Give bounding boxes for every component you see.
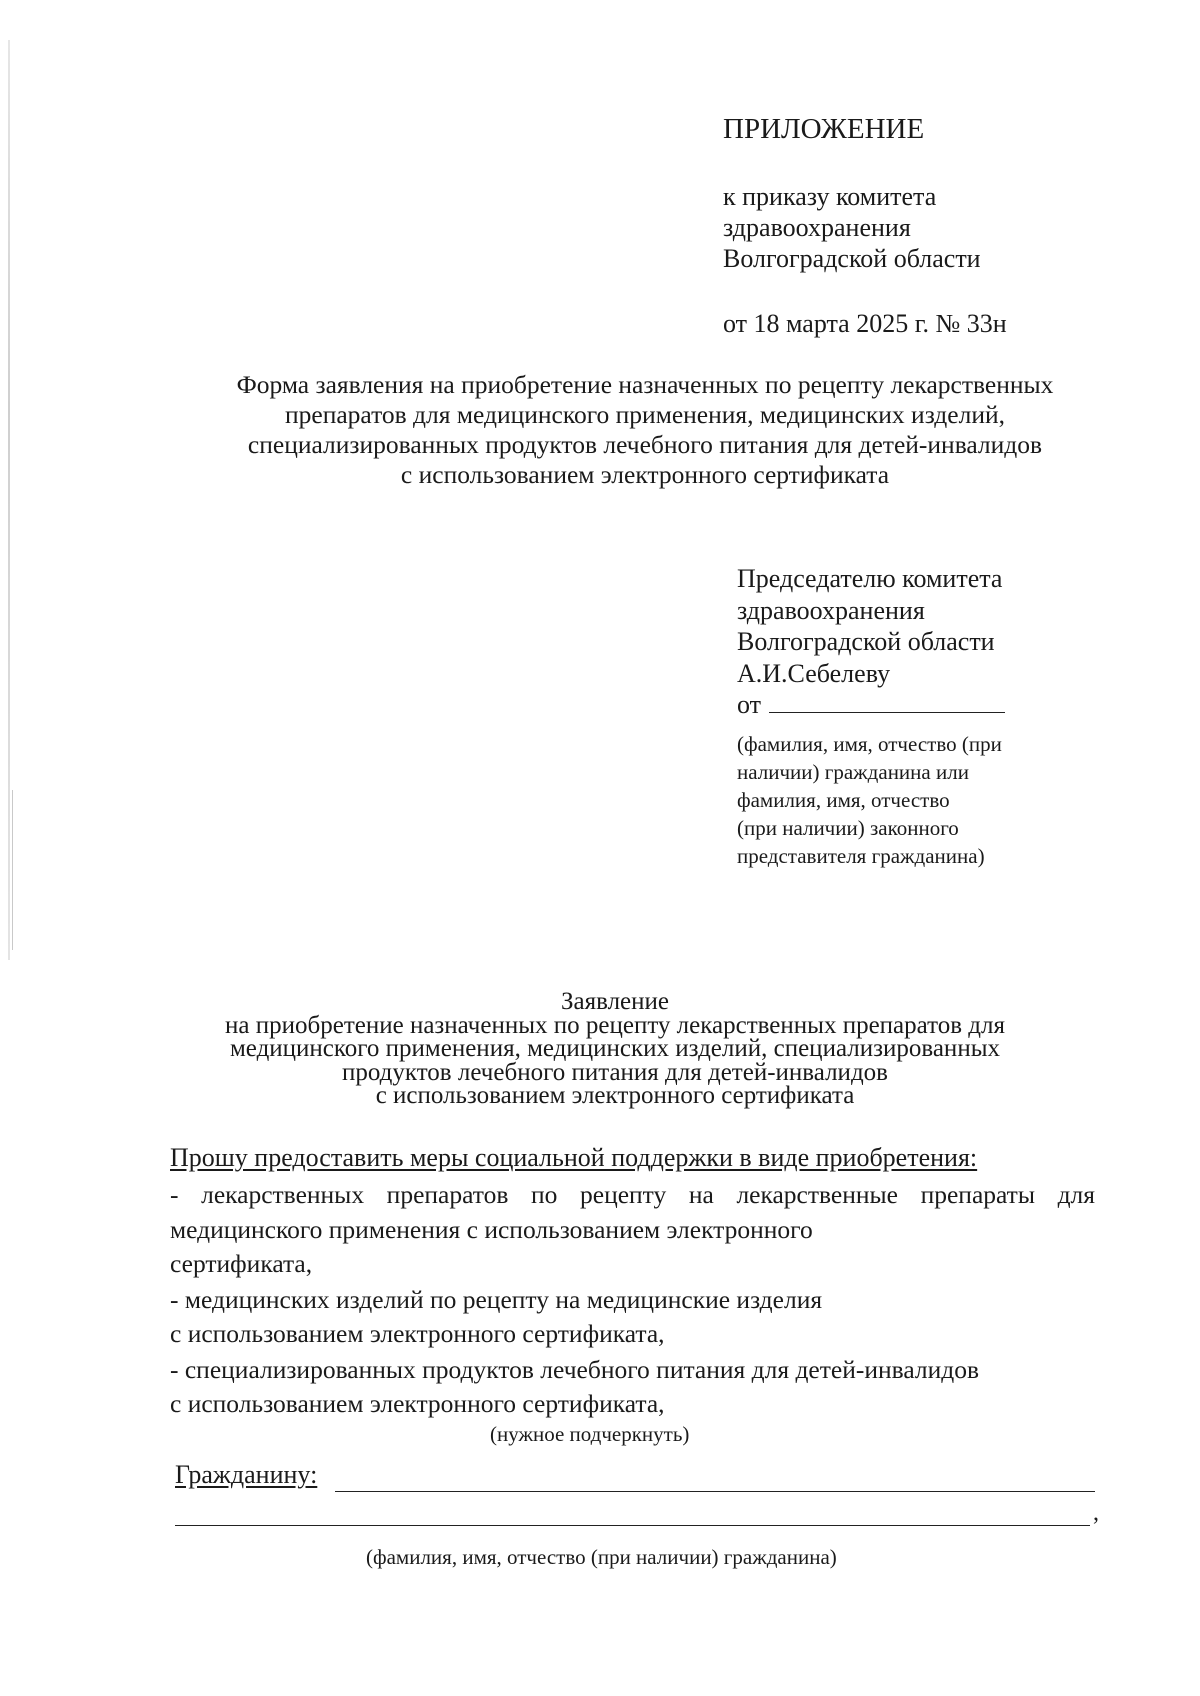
form-title-line: Форма заявления на приобретение назначенных по рецепту лекарственных bbox=[236, 370, 1054, 399]
citizen-name-field-line2[interactable] bbox=[175, 1525, 1090, 1526]
order-line: Волгоградской области bbox=[723, 244, 981, 273]
addressee-block bbox=[737, 563, 1005, 721]
statement-title-line: на приобретение назначенных по рецепту лекарственных препаратов для bbox=[225, 1011, 1005, 1039]
addressee-line: здравоохранения bbox=[737, 595, 925, 625]
form-title-line: специализированных продуктов лечебного питания для детей-инвалидов bbox=[247, 430, 1043, 459]
statement-title bbox=[150, 990, 1080, 1108]
citizen-note: (фамилия, имя, отчество (при наличии) гражданина) bbox=[366, 1545, 837, 1569]
addressee-note bbox=[737, 730, 1002, 870]
addressee-note-line: (фамилия, имя, отчество (при bbox=[737, 732, 1002, 756]
addressee-line: Председателю комитета bbox=[737, 564, 1003, 593]
form-title-line: препаратов для медицинского применения, медицинских изделий, bbox=[285, 400, 1005, 429]
request-heading: Прошу предоставить меры социальной поддержки в виде приобретения: bbox=[170, 1143, 978, 1172]
order-line: к приказу комитета bbox=[723, 182, 937, 211]
request-item[interactable]: - специализированных продуктов лечебного питания для детей-инвалидов с использованием электронного сертификата, bbox=[170, 1354, 980, 1418]
citizen-label: Гражданину: bbox=[175, 1460, 318, 1489]
underline-hint: (нужное подчеркнуть) bbox=[490, 1422, 690, 1446]
addressee-name: А.И.Себелеву bbox=[737, 658, 891, 688]
order-date: от 18 марта 2025 г. № 33н bbox=[723, 309, 1007, 338]
statement-title-line: продуктов лечебного питания для детей-инвалидов bbox=[342, 1058, 888, 1086]
addressee-note-line: наличии) гражданина или bbox=[737, 760, 969, 784]
statement-title-line: с использованием электронного сертификата bbox=[375, 1082, 855, 1109]
addressee-note-line: (при наличии) законного bbox=[737, 816, 959, 840]
from-row bbox=[737, 689, 1005, 721]
form-title bbox=[150, 370, 1140, 490]
addressee-note-line: представителя гражданина) bbox=[737, 844, 985, 868]
from-label: от bbox=[737, 690, 762, 719]
citizen-row bbox=[175, 1456, 1095, 1492]
request-items bbox=[170, 1178, 1095, 1422]
order-reference bbox=[723, 181, 981, 274]
request-item[interactable]: - лекарственных препаратов по рецепту на лекарственные препараты для медицинского применения с использованием электронного сертификата, bbox=[170, 1180, 1095, 1278]
statement-title-line: медицинского применения, медицинских изделий, специализированных bbox=[229, 1035, 1000, 1062]
appendix-heading: ПРИЛОЖЕНИЕ bbox=[723, 113, 925, 145]
form-title-line: с использованием электронного сертификата bbox=[400, 460, 890, 489]
scan-edge-mark bbox=[12, 790, 13, 950]
addressee-line: Волгоградской области bbox=[737, 627, 995, 656]
addressee-note-line: фамилия, имя, отчество bbox=[737, 788, 950, 812]
statement-title-line: Заявление bbox=[560, 988, 670, 1015]
scan-edge-shadow bbox=[8, 40, 10, 960]
from-blank-field[interactable] bbox=[769, 690, 1005, 713]
order-line: здравоохранения bbox=[723, 213, 911, 242]
request-item[interactable]: - медицинских изделий по рецепту на медицинские изделия с использованием электронного сертификата, bbox=[170, 1284, 823, 1348]
citizen-name-field[interactable] bbox=[335, 1491, 1095, 1492]
citizen-comma: , bbox=[1093, 1500, 1099, 1526]
